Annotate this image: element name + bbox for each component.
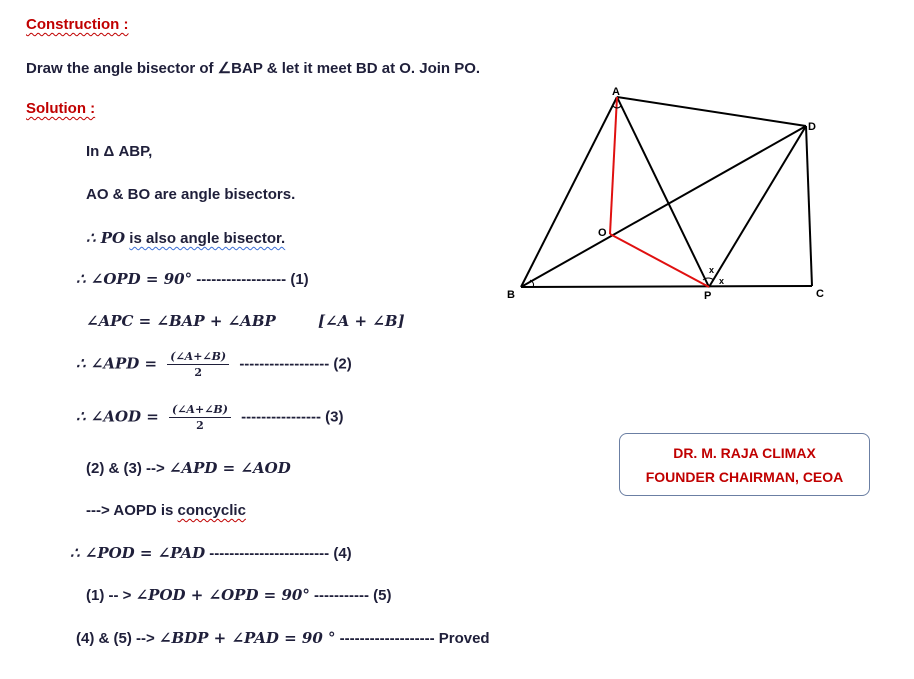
step-3-math: ∴ PO: [86, 229, 126, 247]
step-5-math: ∠APC = ∠BAP + ∠ABP: [86, 312, 276, 330]
step-10: [70, 544, 352, 562]
construction-heading: Construction :: [26, 16, 129, 33]
step-12-math: ∠BDP + ∠PAD = 90 °: [158, 629, 336, 647]
black-lines: [521, 97, 812, 287]
label-C: C: [816, 288, 824, 300]
credit-title: FOUNDER CHAIRMAN, CEOA: [645, 469, 844, 485]
line-AO: [610, 97, 617, 234]
step-10-math: ∴ ∠POD = ∠PAD: [70, 544, 206, 562]
step-3-text: is also angle bisector.: [129, 230, 286, 247]
label-A: A: [612, 86, 620, 98]
step-6-numerator: (∠A+∠B): [167, 350, 229, 365]
step-12-text-a: (4) & (5) -->: [76, 630, 155, 647]
step-9-concyclic: concyclic: [177, 502, 246, 519]
step-1: In Δ ABP,: [86, 143, 153, 160]
label-P: P: [704, 290, 712, 302]
step-5: [86, 312, 405, 330]
step-4-math: ∴ ∠OPD = 90°: [76, 270, 193, 288]
line-BA: [521, 97, 617, 287]
step-8-math: ∠APD = ∠AOD: [168, 459, 291, 477]
step-10-text: ------------------------ (4): [209, 545, 352, 562]
label-B: B: [507, 289, 515, 301]
step-6-denominator: 2: [194, 366, 203, 379]
line-AP: [617, 97, 709, 287]
line-DC: [806, 126, 812, 286]
step-5-reason: [∠A + ∠B]: [317, 312, 405, 330]
credit-box: [619, 433, 870, 496]
step-6: [76, 350, 352, 379]
step-12-text-b: ------------------- Proved: [339, 630, 490, 647]
construction-text: Draw the angle bisector of ∠BAP & let it meet BD at O. Join PO.: [26, 60, 481, 77]
line-PD: [709, 126, 806, 287]
solution-heading: Solution :: [26, 100, 96, 117]
step-7-text: ---------------- (3): [241, 408, 344, 426]
step-4-text: ------------------ (1): [196, 271, 309, 288]
step-6-text: ------------------ (2): [239, 355, 352, 373]
step-9: [86, 502, 246, 519]
step-6-math: ∴ ∠APD =: [76, 354, 158, 373]
step-7-denominator: 2: [196, 419, 204, 432]
geometry-figure: [500, 80, 840, 310]
label-x-2: x: [719, 276, 725, 286]
step-11-math: ∠POD + ∠OPD = 90°: [135, 586, 310, 604]
step-11: [86, 586, 391, 604]
step-4: [76, 270, 309, 288]
line-BC: [521, 286, 812, 287]
step-7-fraction: [169, 403, 231, 432]
credit-name: DR. M. RAJA CLIMAX: [673, 445, 816, 461]
step-3: [86, 229, 285, 247]
line-OP: [610, 234, 709, 287]
label-x-1: x: [709, 265, 715, 275]
step-9-text: ---> AOPD is: [86, 502, 174, 519]
step-11-text-b: ----------- (5): [314, 587, 392, 604]
step-11-text-a: (1) -- >: [86, 587, 132, 604]
angle-marks: [530, 106, 714, 287]
step-12: [76, 629, 490, 647]
step-8: [86, 459, 291, 477]
step-8-text: (2) & (3) -->: [86, 460, 165, 477]
step-6-fraction: [167, 350, 229, 379]
step-7-math: ∴ ∠AOD =: [76, 407, 159, 426]
step-2: AO & BO are angle bisectors.: [86, 186, 296, 203]
step-7: [76, 403, 344, 432]
label-D: D: [808, 121, 816, 133]
line-AD: [617, 97, 806, 126]
label-O: O: [598, 227, 607, 239]
step-7-numerator: (∠A+∠B): [169, 403, 231, 418]
